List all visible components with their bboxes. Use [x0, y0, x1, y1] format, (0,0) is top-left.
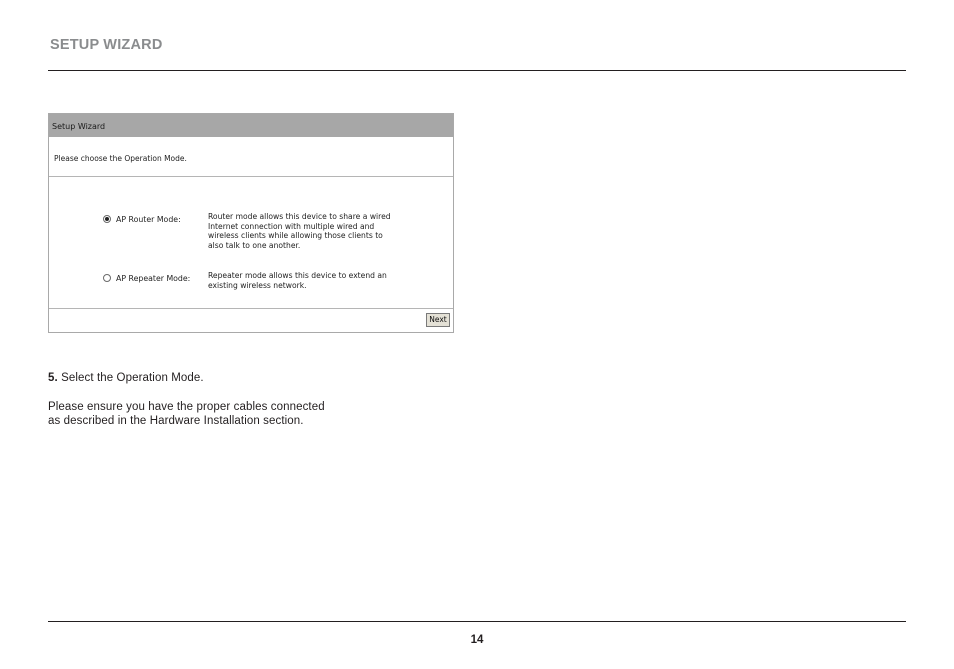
wizard-header — [49, 114, 453, 137]
page-number: 14 — [470, 634, 484, 646]
ap-router-mode-description: Router mode allows this device to share a wired Internet connection with multiple wired and wireless clients while allowing those clients to also talk to one another. — [208, 212, 391, 250]
ap-repeater-mode-description: Repeater mode allows this device to extend an existing wireless network. — [208, 271, 387, 290]
cable-note — [48, 400, 408, 428]
ap-router-mode-radio[interactable] — [103, 215, 111, 223]
next-button[interactable]: Next — [426, 313, 450, 327]
ap-repeater-mode-radio[interactable] — [103, 274, 111, 282]
ap-repeater-mode-label: AP Repeater Mode: — [116, 274, 191, 283]
wizard-instruction: Please choose the Operation Mode. — [54, 154, 187, 163]
setup-wizard-screenshot — [48, 113, 454, 333]
cable-note-line: as described in the Hardware Installation section. — [48, 415, 304, 427]
step-text: Select the Operation Mode. — [57, 372, 204, 384]
cable-note-line: Please ensure you have the proper cables connected — [48, 401, 325, 413]
section-title: SETUP WIZARD — [50, 37, 163, 53]
wizard-divider — [49, 176, 453, 177]
step-number: 5. — [48, 372, 58, 384]
wizard-divider — [49, 308, 453, 309]
wizard-title: Setup Wizard — [52, 122, 106, 131]
step-instruction — [48, 372, 204, 384]
footer-rule — [48, 621, 906, 622]
header-rule — [48, 70, 906, 71]
ap-router-mode-label: AP Router Mode: — [116, 215, 181, 224]
